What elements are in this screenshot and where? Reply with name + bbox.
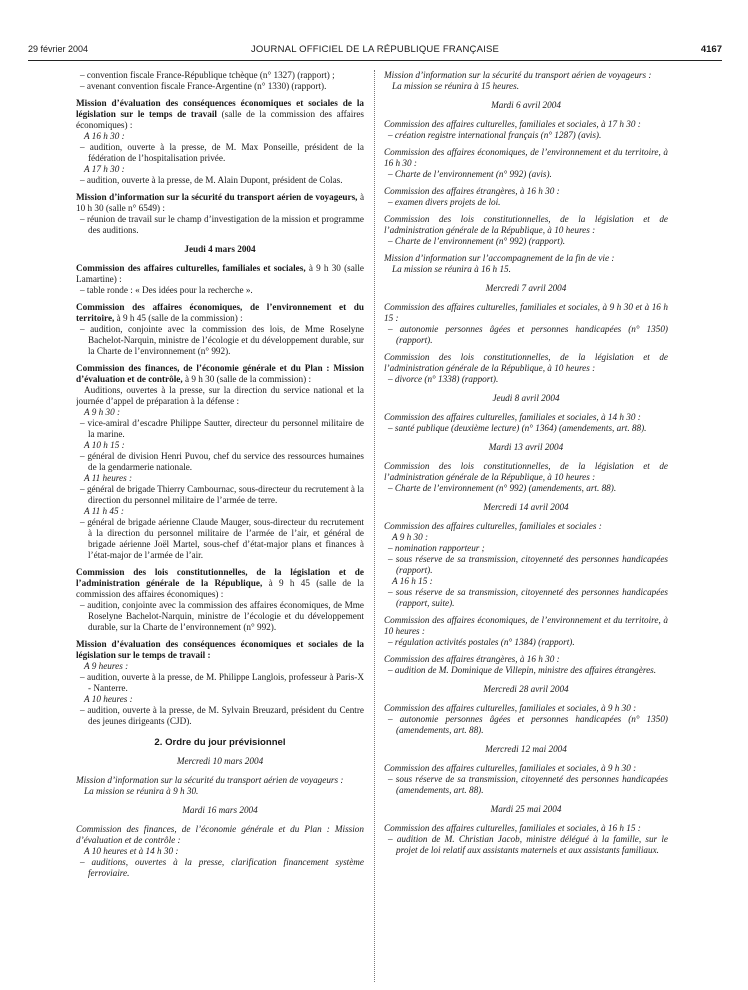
committee-title: Mission d’information sur la sécurité du transport aérien de voyageurs,: [76, 192, 358, 202]
agenda-item: – audition, ouverte à la presse, de M. Sylvain Breuzard, président du Centre des jeunes dirigeants (CJD).: [80, 705, 364, 726]
time-label: A 11 h 45 :: [84, 506, 124, 516]
agenda-item: – sous réserve de sa transmission, citoyenneté des personnes handicapées (amendements, art. 88).: [388, 774, 668, 795]
committee-title: Commission des affaires culturelles, familiales et sociales,: [76, 263, 306, 273]
agenda-item: – général de brigade aérienne Claude Mauger, sous-directeur du recrutement à la direction du personnel militaire de l’armée de l’air, et général de brigade aérienne Joël Martel, sous-chef d’état-major plans et finances à l’état-major de l’armée de l’air.: [80, 517, 364, 560]
committee-title: Mission d’information sur la sécurité du transport aérien de voyageurs :: [76, 775, 344, 785]
header-rule: [28, 60, 722, 61]
day-heading: Mercredi 14 avril 2004: [483, 502, 569, 512]
page-header: [28, 44, 722, 60]
agenda-item: – avenant convention fiscale France-Argentine (n° 1330) (rapport).: [80, 81, 327, 91]
page-number: 4167: [700, 44, 722, 55]
committee-title: Mission d’information sur l’accompagnement de la fin de vie :: [384, 253, 615, 263]
committee-title: Mission d’information sur la sécurité du transport aérien de voyageurs :: [384, 70, 652, 80]
agenda-item: – examen divers projets de loi.: [388, 197, 501, 207]
agenda-item: – Charte de l’environnement (n° 992) (rapport).: [388, 236, 566, 246]
committee-title: Commission des affaires culturelles, familiales et sociales :: [384, 521, 602, 531]
committee-title: Commission des affaires culturelles, familiales et sociales, à 9 h 30 et à 16 h 15 :: [384, 302, 668, 323]
day-heading: Mardi 25 mai 2004: [490, 804, 562, 814]
agenda-item: – général de brigade Thierry Cambournac, sous-directeur du recrutement à la direction du personnel militaire de l’armée de terre.: [80, 484, 364, 505]
committee-title: Commission des affaires culturelles, familiales et sociales, à 14 h 30 :: [384, 412, 641, 422]
day-heading: Jeudi 4 mars 2004: [184, 244, 256, 254]
agenda-item: – audition de M. Christian Jacob, ministre délégué à la famille, sur le projet de loi relatif aux assistants maternels et aux assistants familiaux.: [388, 834, 668, 855]
agenda-item: – auditions, ouvertes à la presse, clarification financement système ferroviaire.: [80, 857, 364, 878]
agenda-item: – audition, ouverte à la presse, de M. Philippe Langlois, professeur à Paris-X - Nanterre.: [80, 672, 364, 693]
time-label: A 10 h 15 :: [84, 440, 125, 450]
committee-title: Commission des lois constitutionnelles, de la législation et de l’administration générale de la République, à 10 heures :: [384, 214, 668, 235]
agenda-item: – régulation activités postales (n° 1384) (rapport).: [388, 637, 575, 647]
agenda-item: – Charte de l’environnement (n° 992) (avis).: [388, 169, 552, 179]
committee-title: Commission des affaires culturelles, familiales et sociales, à 9 h 30 :: [384, 763, 637, 773]
time-label: A 9 heures :: [84, 661, 129, 671]
committee-detail: à 9 h 30 (salle de la commission) :: [184, 374, 312, 384]
time-label: A 10 heures :: [84, 694, 133, 704]
time-label: A 17 h 30 :: [84, 164, 125, 174]
committee-title: Commission des affaires culturelles, familiales et sociales, à 16 h 15 :: [384, 823, 641, 833]
time-label: A 10 heures et à 14 h 30 :: [84, 846, 179, 856]
left-column: [76, 70, 364, 982]
committee-title: Commission des affaires culturelles, familiales et sociales, à 17 h 30 :: [384, 119, 641, 129]
committee-title: Commission des affaires économiques, de l’environnement et du territoire, à 16 h 30 :: [384, 147, 668, 168]
committee-title: Commission des affaires culturelles, familiales et sociales, à 9 h 30 :: [384, 703, 637, 713]
day-heading: Mercredi 7 avril 2004: [485, 283, 567, 293]
committee-title: Commission des lois constitutionnelles, de la législation et de l’administration générale de la République, à 10 heures :: [384, 461, 668, 482]
agenda-item: – nomination rapporteur ;: [388, 543, 485, 553]
agenda-item: La mission se réunira à 16 h 15.: [392, 264, 511, 274]
time-label: A 9 h 30 :: [84, 407, 121, 417]
agenda-item: – audition, conjointe avec la commission des lois, de Mme Roselyne Bachelot-Narquin, ministre de l’écologie et du développement durable, sur la Charte de l’environnement (n° 992).: [80, 324, 364, 356]
committee-title: Commission des finances, de l’économie générale et du Plan : Mission d’évaluation et de contrôle,: [76, 363, 364, 384]
time-label: A 11 heures :: [84, 473, 133, 483]
committee-title: Mission d’évaluation des conséquences économiques et sociales de la législation sur le temps de travail: [76, 98, 364, 119]
header-title: JOURNAL OFFICIEL DE LA RÉPUBLIQUE FRANÇAISE: [250, 44, 500, 55]
agenda-item: – autonomie personnes âgées et personnes handicapées (n° 1350) (rapport).: [388, 324, 668, 345]
agenda-item: – réunion de travail sur le champ d’investigation de la mission et programme des auditions.: [80, 214, 364, 235]
agenda-item: – divorce (n° 1338) (rapport).: [388, 374, 499, 384]
day-heading: Mercredi 12 mai 2004: [485, 744, 567, 754]
committee-title: Commission des affaires étrangères, à 16 h 30 :: [384, 654, 560, 664]
committee-detail: à 10 h 30 (salle n° 6549) :: [76, 192, 364, 213]
agenda-item: – audition, ouverte à la presse, de M. Alain Dupont, président de Colas.: [80, 175, 343, 185]
committee-title: Commission des affaires économiques, de l’environnement et du territoire, à 10 heures :: [384, 615, 668, 636]
committee-title: Commission des affaires étrangères, à 16 h 30 :: [384, 186, 560, 196]
header-date: 29 février 2004: [28, 44, 89, 54]
time-label: A 16 h 15 :: [392, 576, 433, 586]
day-heading: Mercredi 10 mars 2004: [176, 756, 264, 766]
day-heading: Mardi 16 mars 2004: [182, 805, 258, 815]
committee-detail: à 9 h 45 (salle de la commission des affaires économiques) :: [76, 578, 364, 599]
right-column: [384, 70, 668, 982]
section-heading: 2. Ordre du jour prévisionnel: [154, 737, 286, 748]
committee-detail: (salle de la commission des affaires économiques) :: [76, 109, 364, 130]
agenda-item: La mission se réunira à 15 heures.: [392, 81, 520, 91]
committee-title: Commission des finances, de l’économie générale et du Plan : Mission d’évaluation et de contrôle :: [76, 824, 364, 845]
agenda-item: – table ronde : « Des idées pour la recherche ».: [80, 285, 253, 295]
committee-detail: à 9 h 30 (salle Lamartine) :: [76, 263, 364, 284]
agenda-item: – vice-amiral d’escadre Philippe Sautter, directeur du personnel militaire de la marine.: [80, 418, 364, 439]
agenda-item: – Charte de l’environnement (n° 992) (amendements, art. 88).: [388, 483, 617, 493]
intro-text: Auditions, ouvertes à la presse, sur la direction du service national et la journée d’appel de préparation à la défense :: [76, 385, 364, 406]
agenda-item: – sous réserve de sa transmission, citoyenneté des personnes handicapées (rapport, suite).: [388, 587, 668, 608]
agenda-item: – audition de M. Dominique de Villepin, ministre des affaires étrangères.: [388, 665, 657, 675]
agenda-item: – convention fiscale France-République tchèque (n° 1327) (rapport) ;: [80, 70, 335, 80]
agenda-item: – autonomie personnes âgées et personnes handicapées (n° 1350) (amendements, art. 88).: [388, 714, 668, 735]
committee-title: Commission des lois constitutionnelles, de la législation et de l’administration générale de la République, à 10 heures :: [384, 352, 668, 373]
time-label: A 9 h 30 :: [392, 532, 429, 542]
day-heading: Mercredi 28 avril 2004: [483, 684, 569, 694]
committee-title: Mission d’évaluation des conséquences économiques et sociales de la législation sur le temps de travail :: [76, 639, 364, 660]
committee-detail: à 9 h 45 (salle de la commission) :: [116, 313, 243, 323]
committee-title: Commission des lois constitutionnelles, de la législation et de l’administration générale de la République,: [76, 567, 364, 588]
committee-title: Commission des affaires économiques, de l’environnement et du territoire,: [76, 302, 364, 323]
day-heading: Mardi 6 avril 2004: [491, 100, 561, 110]
agenda-item: – santé publique (deuxième lecture) (n° 1364) (amendements, art. 88).: [388, 423, 647, 433]
time-label: A 16 h 30 :: [84, 131, 125, 141]
agenda-item: – audition, ouverte à la presse, de M. Max Ponseille, président de la fédération de l’hospitalisation privée.: [80, 142, 364, 163]
agenda-item: – création registre international français (n° 1287) (avis).: [388, 130, 602, 140]
agenda-item: La mission se réunira à 9 h 30.: [84, 786, 199, 796]
day-heading: Mardi 13 avril 2004: [488, 442, 564, 452]
agenda-item: – audition, conjointe avec la commission des affaires économiques, de Mme Roselyne Bachelot-Narquin, ministre de l’écologie et du développement durable, sur la Charte de l’environnement (n° 992).: [80, 600, 364, 632]
agenda-item: – général de division Henri Puvou, chef du service des ressources humaines de la gendarmerie nationale.: [80, 451, 364, 472]
column-divider: [374, 70, 375, 982]
agenda-item: – sous réserve de sa transmission, citoyenneté des personnes handicapées (rapport).: [388, 554, 668, 575]
day-heading: Jeudi 8 avril 2004: [492, 393, 560, 403]
